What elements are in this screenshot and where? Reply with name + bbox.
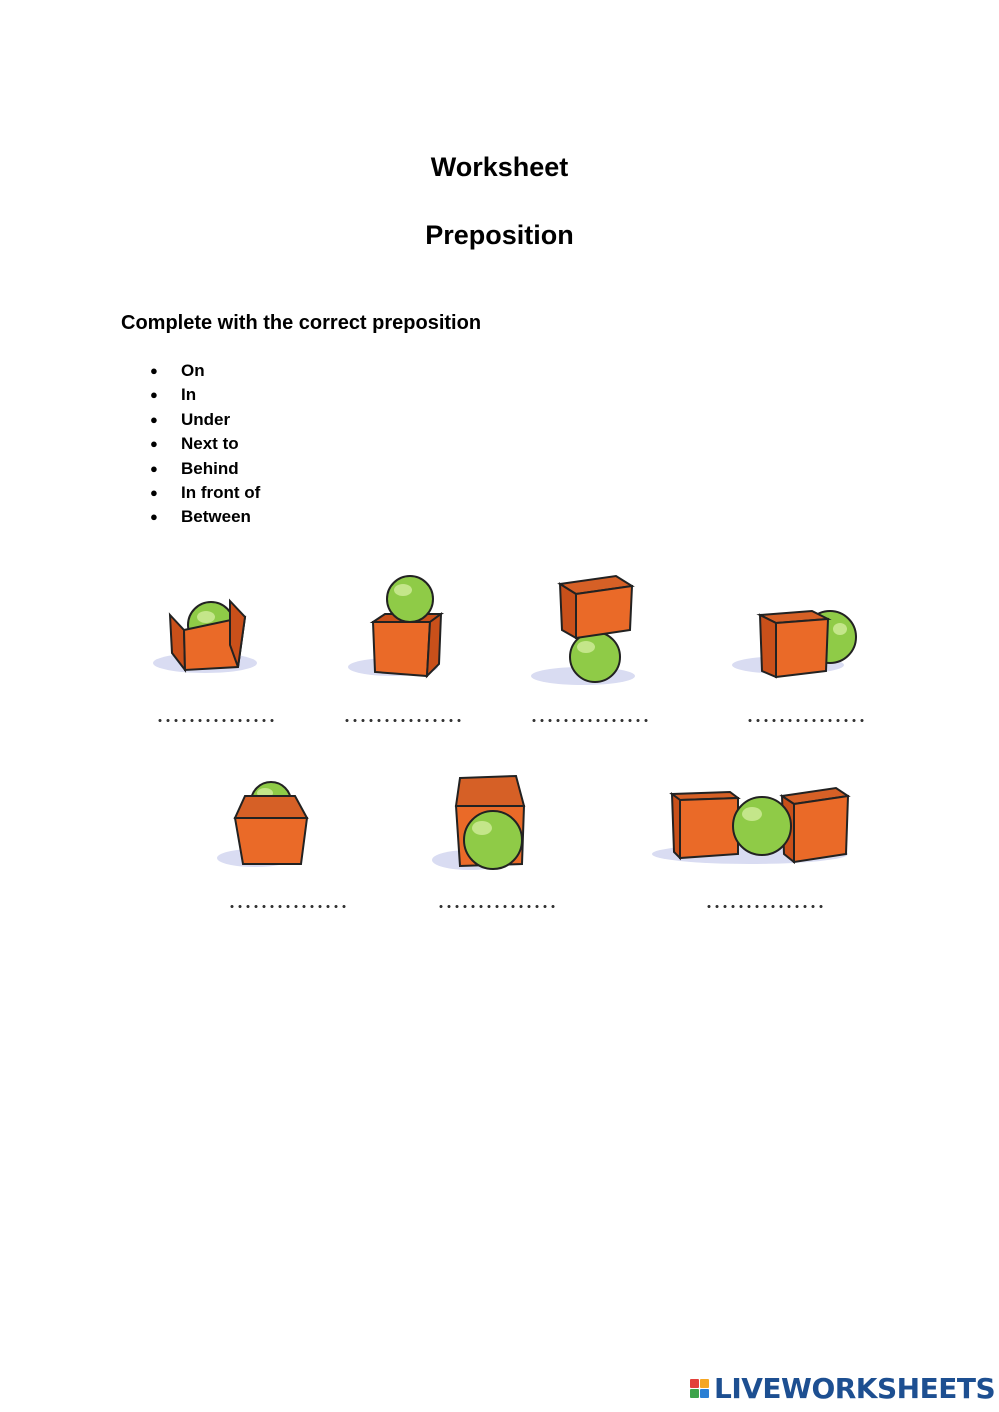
preposition-list — [150, 360, 260, 531]
liveworksheets-logo — [690, 1372, 995, 1404]
option-item: ● In — [150, 384, 260, 408]
worksheet-title: Worksheet — [430, 152, 569, 182]
option-item: ● On — [150, 360, 260, 384]
answer-blank — [228, 905, 348, 908]
answer-blank — [705, 905, 825, 908]
ball-between-boxes-icon — [650, 782, 855, 872]
logo-mark-icon — [690, 1379, 709, 1398]
ball-in-box-icon — [150, 585, 280, 685]
option-item: ● Under — [150, 409, 260, 433]
answer-blank — [746, 719, 866, 722]
answer-blank — [530, 719, 650, 722]
answer-blank — [343, 719, 463, 722]
option-item: ● Behind — [150, 458, 260, 482]
option-item: ● Next to — [150, 433, 260, 457]
topic-title: Preposition — [425, 220, 574, 250]
answer-blank — [156, 719, 276, 722]
answer-blank — [437, 905, 557, 908]
instruction-text: Complete with the correct preposition — [121, 312, 482, 334]
ball-in-front-of-box-icon — [430, 770, 540, 880]
ball-under-box-icon — [528, 572, 648, 692]
ball-behind-box-icon — [728, 585, 868, 685]
brand-name: LIVEWORKSHEETS — [714, 1371, 996, 1405]
ball-behind-box-top-icon — [215, 778, 335, 873]
option-item: ● In front of — [150, 482, 260, 506]
option-item: ● Between — [150, 506, 260, 530]
ball-on-box-icon — [345, 572, 465, 682]
